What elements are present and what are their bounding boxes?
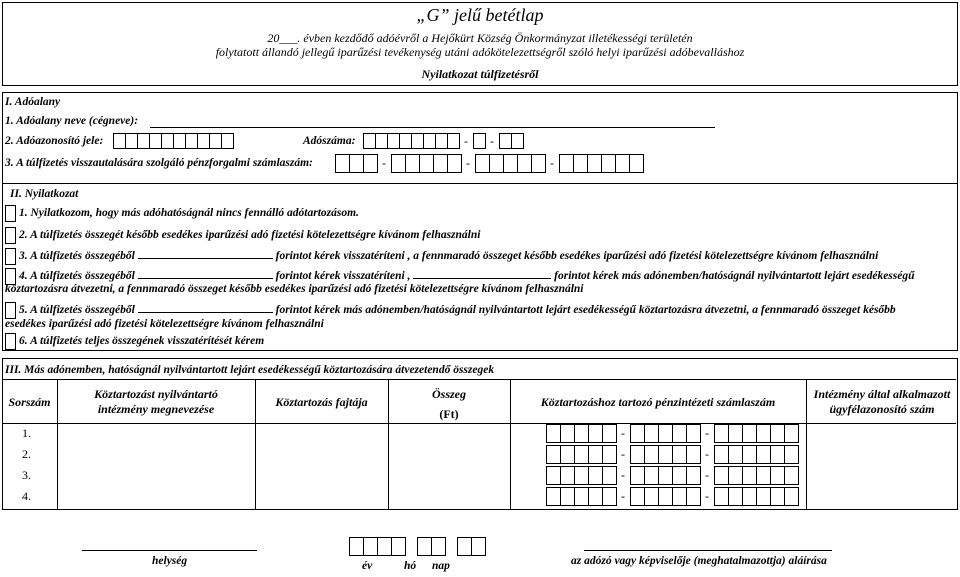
statement-5-checkbox[interactable] <box>5 302 16 319</box>
row-account-boxes[interactable]: - - <box>546 487 798 506</box>
year-label: év <box>362 560 373 572</box>
statement-6: 6. A túlfizetés teljes összegének visszatérítését kérem <box>5 333 264 350</box>
account-boxes[interactable]: - - - <box>335 154 643 173</box>
tax-number-label: Adószáma: <box>303 135 356 147</box>
statement-4-transfer-field[interactable] <box>413 268 551 279</box>
row-number: 3. <box>22 468 31 482</box>
row-number: 2. <box>22 447 31 461</box>
place-label: helység <box>152 555 188 567</box>
form-title: „G” jelű betétlap <box>416 5 544 25</box>
account-label: 3. A túlfizetés visszautalására szolgáló pénzforgalmi számlaszám: <box>5 157 313 169</box>
col-header-debt-type: Köztartozás fajtája <box>275 395 368 409</box>
name-field[interactable] <box>150 127 715 128</box>
statement-2: 2. A túlfizetés összegét később esedékes iparűzési adó fizetési kötelezettségre kívánom felhasználni <box>5 227 480 244</box>
statement-1-checkbox[interactable] <box>5 205 16 222</box>
id-label: 2. Adóazonosító jele: <box>5 135 104 147</box>
table-row <box>2 465 956 486</box>
name-label: 1. Adóalany neve (cégneve): <box>5 115 139 127</box>
table-row <box>2 423 956 444</box>
header-subtitle: Nyilatkozat túlfizetésről <box>421 67 539 81</box>
place-line[interactable] <box>82 550 257 551</box>
statement-5: 5. A túlfizetés összegéből forintot kérek más adónemben/hatóságnál nyilvántartott lejárt esedékességű köztartozásra átvezetni, a fennmaradó összeget később <box>5 302 896 319</box>
header-line-1: 20___. évben kezdődő adóévről a Hejőkürt Község Önkormányzat illetékességi területén <box>267 31 693 45</box>
section-3-heading: III. Más adónemben, hatóságnál nyilvántartott lejárt esedékességű köztartozására átvezetendő összegek <box>5 364 495 376</box>
row-account-boxes[interactable]: - - <box>546 466 798 485</box>
row-number: 1. <box>22 426 31 440</box>
statement-5-amount-field[interactable] <box>138 302 273 313</box>
statement-4: 4. A túlfizetés összegéből forintot kérek visszatéríteni , forintot kérek más adónemben/hatóságnál nyilvántartott lejárt esedékességű <box>5 268 915 285</box>
statement-5-cont: esedékes iparűzési adó fizetési kötelezettségre kívánom felhasználni <box>5 318 324 330</box>
table-row <box>2 444 956 465</box>
statement-3: 3. A túlfizetés összegéből forintot kérek visszatéríteni , a fennmaradó összeget később esedékes iparűzési adó fizetési kötelezettségre kívánom felhasználni <box>5 248 878 265</box>
col-header-institution: Köztartozást nyilvántartó intézmény megnevezése <box>94 387 218 416</box>
day-label: nap <box>432 560 450 572</box>
col-header-client-id: Intézmény által alkalmazott ügyfélazonosító szám <box>813 387 951 416</box>
section-2-heading: II. Nyilatkozat <box>10 188 79 200</box>
statement-2-checkbox[interactable] <box>5 227 16 244</box>
debt-table <box>2 379 958 510</box>
row-number: 4. <box>22 489 31 503</box>
row-account-boxes[interactable]: - - <box>546 445 798 464</box>
tax-number-boxes[interactable]: - - <box>363 133 523 149</box>
signature-label: az adózó vagy képviselője (meghatalmazottja) aláírása <box>571 555 827 567</box>
statement-4-refund-field[interactable] <box>138 268 273 279</box>
col-header-number: Sorszám <box>8 395 51 409</box>
statement-3-amount-field[interactable] <box>138 248 273 259</box>
statement-4-cont: köztartozásra átvezetni, a fennmaradó összeget később esedékes iparűzési adó fizetési kötelezettségre kívánom felhasználni <box>5 283 584 295</box>
signature-line[interactable] <box>584 550 832 551</box>
header-line-2: folytatott állandó jellegű iparűzési tevékenység utáni adókötelezettségről szóló helyi iparűzési adóbevalláshoz <box>215 45 745 59</box>
statement-6-checkbox[interactable] <box>5 333 16 350</box>
col-header-amount: Összeg (Ft) <box>431 387 466 421</box>
row-account-boxes[interactable]: - - <box>546 424 798 443</box>
col-header-account: Köztartozáshoz tartozó pénzintézeti számlaszám <box>540 395 776 409</box>
section-1-heading: I. Adóalany <box>5 96 61 108</box>
month-label: hó <box>404 560 417 572</box>
tax-id-boxes[interactable] <box>113 133 233 149</box>
statement-3-checkbox[interactable] <box>5 248 16 265</box>
table-row <box>2 486 956 507</box>
statement-1: 1. Nyilatkozom, hogy más adóhatóságnál nincs fennálló adótartozásom. <box>5 205 359 222</box>
date-boxes[interactable] <box>349 537 485 556</box>
